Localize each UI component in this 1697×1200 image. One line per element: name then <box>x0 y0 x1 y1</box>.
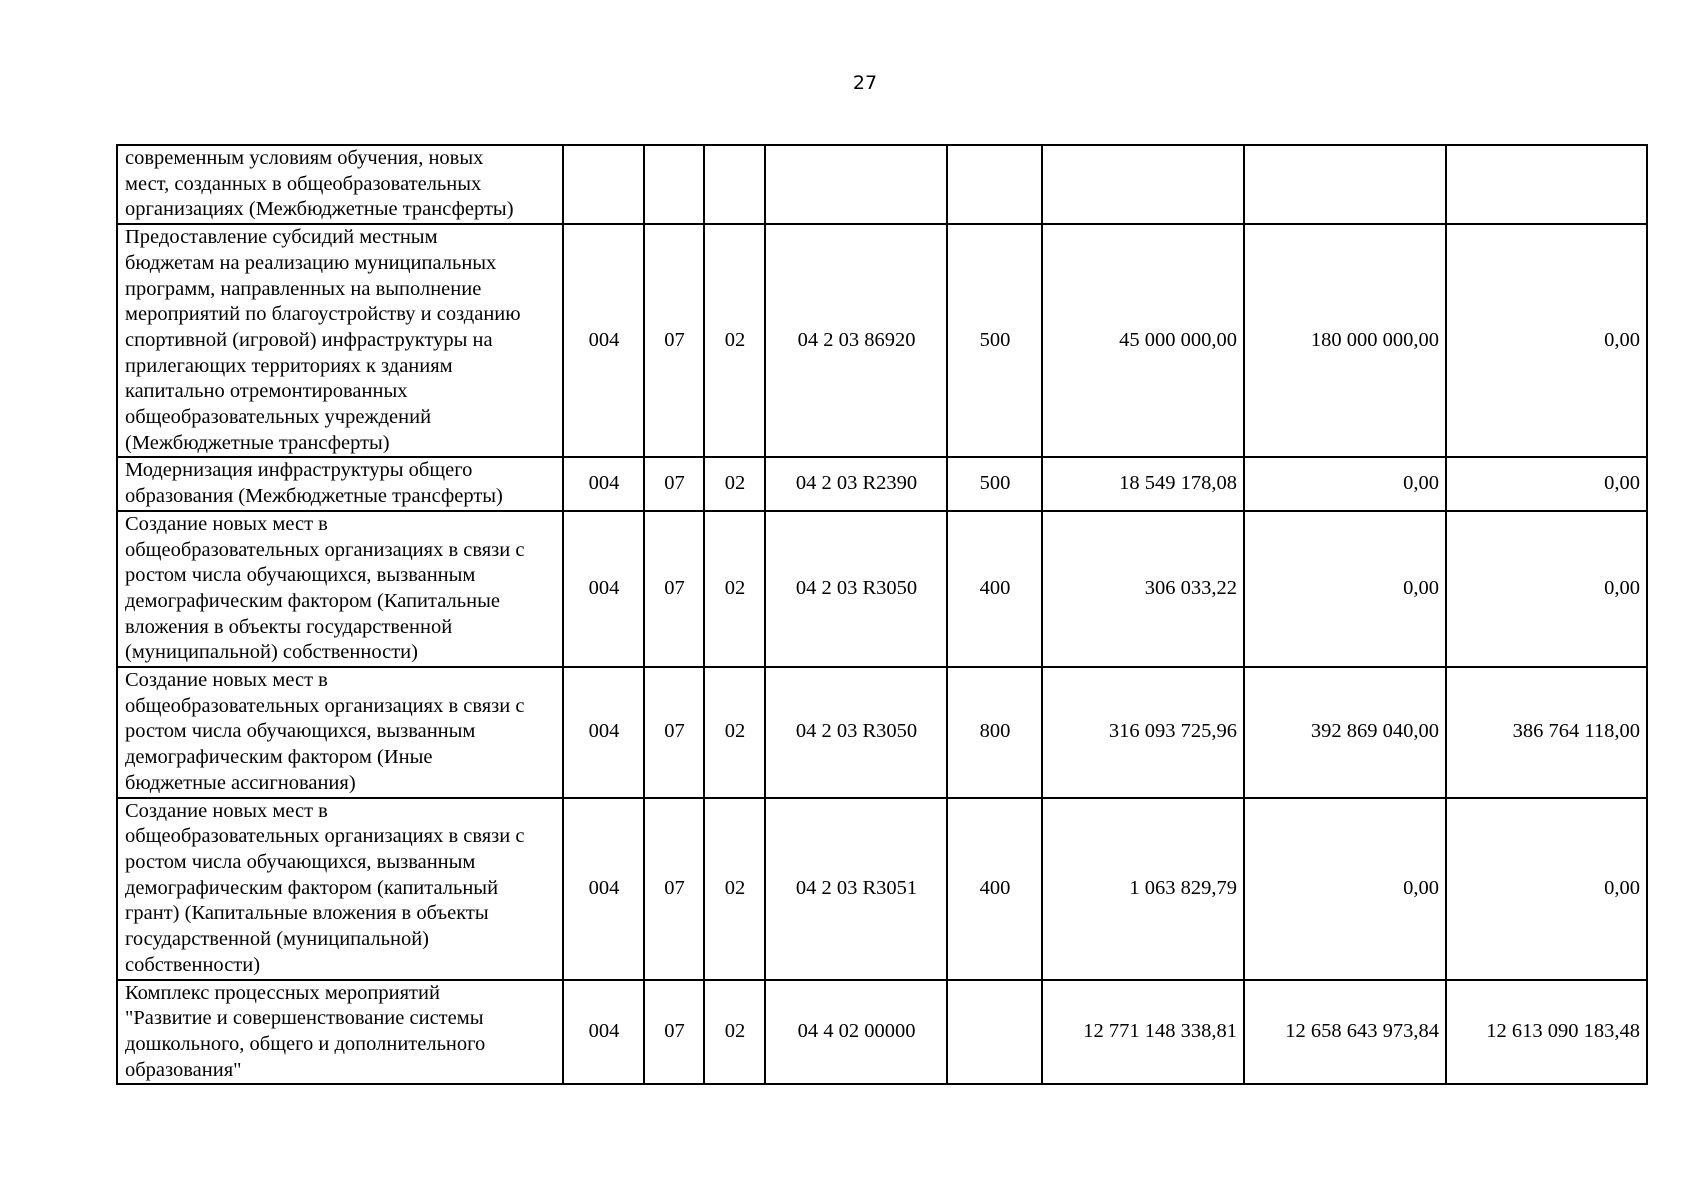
cell-ministry-code: 004 <box>563 798 644 980</box>
cell-amount-year-3: 0,00 <box>1446 798 1647 980</box>
cell-subsection-code: 02 <box>704 798 765 980</box>
budget-table <box>116 144 1648 1085</box>
cell-subsection-code <box>704 145 765 224</box>
cell-expense-type-code <box>947 980 1042 1085</box>
table-row <box>117 145 1647 224</box>
cell-target-article-code: 04 2 03 R3050 <box>765 511 947 667</box>
cell-section-code: 07 <box>644 798 704 980</box>
cell-amount-year-3: 12 613 090 183,48 <box>1446 980 1647 1085</box>
cell-amount-year-1 <box>1042 145 1244 224</box>
cell-expense-type-code: 500 <box>947 457 1042 510</box>
cell-amount-year-2: 392 869 040,00 <box>1244 667 1446 798</box>
cell-expense-type-code: 500 <box>947 224 1042 457</box>
cell-expense-type-code: 800 <box>947 667 1042 798</box>
cell-expense-type-code: 400 <box>947 511 1042 667</box>
cell-section-code: 07 <box>644 667 704 798</box>
cell-amount-year-3: 386 764 118,00 <box>1446 667 1647 798</box>
table-row <box>117 667 1647 798</box>
cell-subsection-code: 02 <box>704 457 765 510</box>
cell-subsection-code: 02 <box>704 667 765 798</box>
description-line: общеобразовательных организациях в связи с <box>125 694 525 717</box>
cell-target-article-code: 04 2 03 R2390 <box>765 457 947 510</box>
cell-amount-year-1: 316 093 725,96 <box>1042 667 1244 798</box>
table-row <box>117 798 1647 980</box>
cell-ministry-code: 004 <box>563 980 644 1085</box>
table-row <box>117 980 1647 1085</box>
cell-section-code: 07 <box>644 980 704 1085</box>
description-line: Создание новых мест в <box>125 512 328 535</box>
cell-section-code <box>644 145 704 224</box>
cell-section-code: 07 <box>644 511 704 667</box>
description-line: прилегающих территориях к зданиям <box>125 354 453 377</box>
cell-target-article-code: 04 2 03 R3051 <box>765 798 947 980</box>
cell-amount-year-3: 0,00 <box>1446 457 1647 510</box>
description-line: общеобразовательных организациях в связи с <box>125 538 525 561</box>
description-line: собственности) <box>125 953 261 976</box>
cell-section-code: 07 <box>644 457 704 510</box>
cell-description <box>117 980 563 1085</box>
cell-amount-year-3: 0,00 <box>1446 224 1647 457</box>
cell-amount-year-3 <box>1446 145 1647 224</box>
cell-subsection-code: 02 <box>704 511 765 667</box>
cell-subsection-code: 02 <box>704 224 765 457</box>
description-line: государственной (муниципальной) <box>125 928 430 951</box>
table-row <box>117 511 1647 667</box>
description-line: (муниципальной) собственности) <box>125 641 418 664</box>
description-line: ростом числа обучающихся, вызванным <box>125 564 476 587</box>
description-line: мест, созданных в общеобразовательных <box>125 172 482 195</box>
description-line: демографическим фактором (капитальный <box>125 876 499 899</box>
description-line: бюджетам на реализацию муниципальных <box>125 251 497 274</box>
description-line: ростом числа обучающихся, вызванным <box>125 850 476 873</box>
cell-subsection-code: 02 <box>704 980 765 1085</box>
description-line: вложения в объекты государственной <box>125 615 453 638</box>
cell-amount-year-2: 12 658 643 973,84 <box>1244 980 1446 1085</box>
cell-expense-type-code <box>947 145 1042 224</box>
description-line: демографическим фактором (Иные <box>125 746 433 769</box>
description-line: Комплекс процессных мероприятий <box>125 981 440 1004</box>
description-line: грант) (Капитальные вложения в объекты <box>125 902 489 925</box>
cell-amount-year-2: 0,00 <box>1244 457 1446 510</box>
cell-expense-type-code: 400 <box>947 798 1042 980</box>
cell-section-code: 07 <box>644 224 704 457</box>
cell-amount-year-2: 0,00 <box>1244 511 1446 667</box>
cell-amount-year-2 <box>1244 145 1446 224</box>
description-line: Создание новых мест в <box>125 669 328 692</box>
cell-description <box>117 511 563 667</box>
description-line: ростом числа обучающихся, вызванным <box>125 720 476 743</box>
description-line: Предоставление субсидий местным <box>125 226 438 249</box>
description-line: "Развитие и совершенствование системы <box>125 1007 484 1030</box>
description-line: Создание новых мест в <box>125 799 328 822</box>
description-line: капитально отремонтированных <box>125 380 408 403</box>
description-line: мероприятий по благоустройству и созданию <box>125 303 521 326</box>
page-number: 27 <box>852 72 878 94</box>
cell-ministry-code: 004 <box>563 457 644 510</box>
cell-target-article-code <box>765 145 947 224</box>
description-line: общеобразовательных организациях в связи с <box>125 825 525 848</box>
cell-amount-year-1: 306 033,22 <box>1042 511 1244 667</box>
cell-description <box>117 224 563 457</box>
description-line: образования" <box>125 1058 242 1081</box>
description-line: образования (Межбюджетные трансферты) <box>125 485 503 508</box>
description-line: программ, направленных на выполнение <box>125 277 482 300</box>
cell-ministry-code: 004 <box>563 224 644 457</box>
cell-ministry-code <box>563 145 644 224</box>
table-row <box>117 457 1647 510</box>
cell-amount-year-1: 12 771 148 338,81 <box>1042 980 1244 1085</box>
description-line: бюджетные ассигнования) <box>125 771 356 794</box>
description-line: дошкольного, общего и дополнительного <box>125 1032 486 1055</box>
cell-description <box>117 798 563 980</box>
cell-target-article-code: 04 2 03 86920 <box>765 224 947 457</box>
cell-amount-year-1: 18 549 178,08 <box>1042 457 1244 510</box>
cell-amount-year-1: 1 063 829,79 <box>1042 798 1244 980</box>
description-line: современным условиям обучения, новых <box>125 147 484 169</box>
cell-amount-year-1: 45 000 000,00 <box>1042 224 1244 457</box>
description-line: Модернизация инфраструктуры общего <box>125 459 473 482</box>
description-line: общеобразовательных учреждений <box>125 406 432 429</box>
description-line: демографическим фактором (Капитальные <box>125 589 500 612</box>
cell-ministry-code: 004 <box>563 667 644 798</box>
cell-amount-year-3: 0,00 <box>1446 511 1647 667</box>
cell-amount-year-2: 180 000 000,00 <box>1244 224 1446 457</box>
description-line: (Межбюджетные трансферты) <box>125 431 390 454</box>
cell-target-article-code: 04 2 03 R3050 <box>765 667 947 798</box>
cell-description <box>117 457 563 510</box>
description-line: спортивной (игровой) инфраструктуры на <box>125 328 493 351</box>
table-row <box>117 224 1647 457</box>
cell-target-article-code: 04 4 02 00000 <box>765 980 947 1085</box>
table-body <box>117 145 1647 1084</box>
cell-ministry-code: 004 <box>563 511 644 667</box>
cell-description <box>117 145 563 224</box>
cell-amount-year-2: 0,00 <box>1244 798 1446 980</box>
cell-description <box>117 667 563 798</box>
description-line: организациях (Межбюджетные трансферты) <box>125 198 514 221</box>
